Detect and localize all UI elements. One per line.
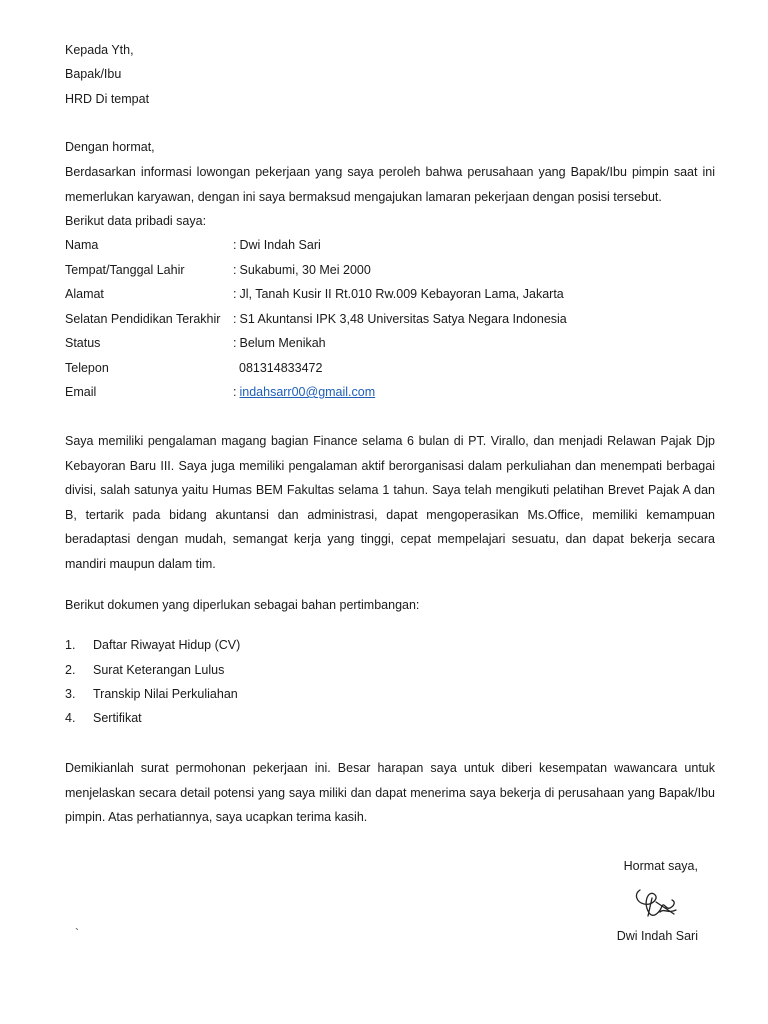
closing-text: Demikianlah surat permohonan pekerjaan ini. Besar harapan saya untuk diberi kesempatan wawancara untuk menjelaskan secara detail potensi yang saya miliki dan dapat menerima saya bekerja di perusahaan yang Bapak/Ibu pimpin. Atas perhatiannya, saya ucapkan terima kasih.	[65, 761, 715, 824]
experience-text: Saya memiliki pengalaman magang bagian Finance selama 6 bulan di PT. Virallo, dan menjadi Relawan Pajak Djp Kebayoran Baru III. Saya juga memiliki pengalaman aktif berorganisasi dalam perkuliahan dan menempati berbagai divisi, salah satunya yaitu Humas BEM Fakultas selama 1 tahun. Saya telah mengikuti pelatihan Brevet Pajak A dan B, tertarik pada bidang akuntansi dan administrasi, dapat mengoperasikan Ms.Office, memiliki kemampuan beradaptasi dengan mudah, semangat kerja yang tinggi, cepat mempelajari sesuatu, dan dapat bekerja secara mandiri maupun dalam tim.	[65, 434, 715, 571]
personal-label: Status	[65, 336, 101, 350]
intro-text: Berdasarkan informasi lowongan pekerjaan yang saya peroleh bahwa perusahaan yang Bapak/Ibu pimpin saat ini memerlukan karyawan, dengan ini saya bermaksud mengajukan lamaran pekerjaan dengan posisi tersebut.	[65, 165, 715, 204]
list-number: 2.	[65, 663, 76, 677]
personal-value: Sukabumi, 30 Mei 2000	[239, 263, 371, 277]
personal-label: Email	[65, 385, 97, 399]
list-item	[65, 686, 238, 702]
personal-row-birth: Tempat/Tanggal Lahir : Sukabumi, 30 Mei 2000	[65, 263, 371, 277]
recipient-line-2: Bapak/Ibu	[65, 67, 122, 81]
list-label: Daftar Riwayat Hidup (CV)	[93, 638, 241, 652]
list-number: 3.	[65, 687, 76, 701]
personal-row-status: Status : Belum Menikah	[65, 336, 326, 350]
stray-mark: `	[75, 926, 79, 940]
documents-intro: Berikut dokumen yang diperlukan sebagai bahan pertimbangan:	[65, 598, 420, 612]
personal-value: 081314833472	[239, 361, 323, 375]
personal-row-name: Nama : Dwi Indah Sari	[65, 238, 321, 252]
list-item	[65, 637, 240, 653]
list-item	[65, 710, 142, 726]
personal-row-education: Selatan Pendidikan Terakhir : S1 Akuntansi IPK 3,48 Universitas Satya Negara Indonesia	[65, 312, 567, 326]
list-label: Transkip Nilai Perkuliahan	[93, 687, 238, 701]
personal-row-phone	[65, 360, 322, 376]
personal-label: Alamat	[65, 287, 104, 301]
closing-paragraph	[65, 756, 715, 830]
list-number: 4.	[65, 711, 76, 725]
experience-paragraph	[65, 429, 715, 576]
list-number: 1.	[65, 638, 76, 652]
personal-data-intro: Berikut data pribadi saya:	[65, 214, 207, 228]
recipient-line-1: Kepada Yth,	[65, 43, 134, 57]
personal-row-address: Alamat : Jl, Tanah Kusir II Rt.010 Rw.009 Kebayoran Lama, Jakarta	[65, 287, 564, 301]
personal-value: Jl, Tanah Kusir II Rt.010 Rw.009 Kebayoran Lama, Jakarta	[239, 287, 564, 301]
email-link[interactable]: indahsarr00@gmail.com	[239, 385, 376, 399]
personal-row-email: Email : indahsarr00@gmail.com	[65, 385, 376, 399]
sign-off: Hormat saya,	[623, 859, 698, 873]
signer-name: Dwi Indah Sari	[616, 929, 698, 943]
personal-value: S1 Akuntansi IPK 3,48 Universitas Satya Negara Indonesia	[239, 312, 567, 326]
greeting: Dengan hormat,	[65, 140, 155, 154]
personal-label: Nama	[65, 238, 99, 252]
recipient-line-3: HRD Di tempat	[65, 92, 150, 106]
personal-label: Tempat/Tanggal Lahir	[65, 263, 185, 277]
personal-label: Telepon	[65, 361, 109, 375]
personal-value: Dwi Indah Sari	[239, 238, 321, 252]
list-item	[65, 662, 224, 678]
intro-paragraph	[65, 160, 715, 209]
personal-label: Selatan Pendidikan Terakhir	[65, 312, 221, 326]
list-label: Sertifikat	[93, 711, 142, 725]
list-label: Surat Keterangan Lulus	[93, 663, 225, 677]
personal-value: Belum Menikah	[239, 336, 326, 350]
signature-image	[630, 884, 682, 924]
